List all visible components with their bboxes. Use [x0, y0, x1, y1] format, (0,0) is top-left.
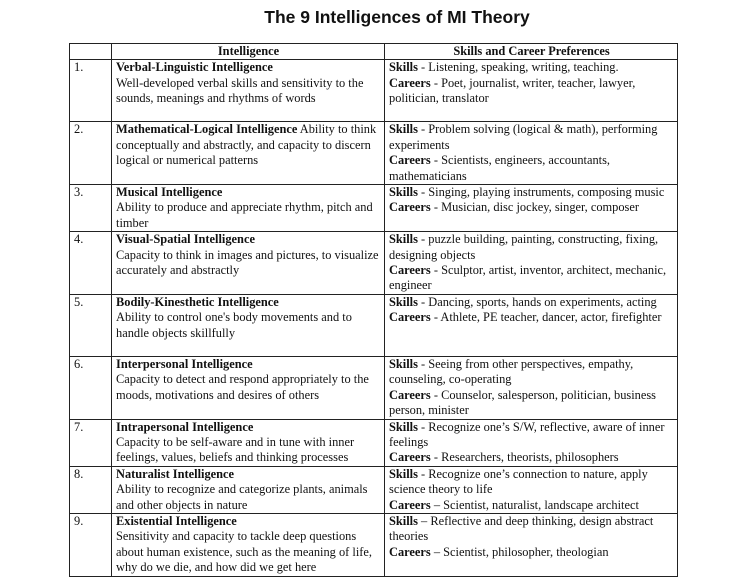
- skills-cell: [385, 294, 678, 356]
- careers-label: Careers: [389, 263, 431, 278]
- careers-text: - Athlete, PE teacher, dancer, actor, firefighter: [430, 310, 662, 325]
- skills-label: Skills: [389, 513, 418, 528]
- intelligence-name: Naturalist Intelligence: [116, 466, 235, 481]
- intelligence-description: Sensitivity and capacity to tackle deep questions about human existence, such as the meaning of life, why do we die, and how did we get here: [116, 529, 372, 575]
- skills-label: Skills: [389, 419, 418, 434]
- careers-label: Careers: [389, 200, 431, 215]
- table-row: [70, 513, 678, 576]
- row-number: 2.: [70, 122, 112, 185]
- table-row: [70, 232, 678, 295]
- intelligence-name: Interpersonal Intelligence: [116, 356, 253, 371]
- intelligence-name: Existential Intelligence: [116, 513, 237, 528]
- intelligence-description: Capacity to be self-aware and in tune with inner feelings, values, beliefs and thinking processes: [116, 434, 355, 465]
- skills-cell: [385, 185, 678, 232]
- skills-cell: [385, 60, 678, 122]
- careers-label: Careers: [389, 387, 431, 402]
- careers-label: Careers: [389, 153, 431, 168]
- intelligence-description: Well-developed verbal skills and sensitivity to the sounds, meanings and rhythms of words: [116, 75, 364, 106]
- table-row: [70, 60, 678, 122]
- row-number: 7.: [70, 419, 112, 466]
- skills-text: - Dancing, sports, hands on experiments, acting: [417, 294, 657, 309]
- table-row: [70, 294, 678, 356]
- intelligence-description: Ability to control one's body movements and to handle objects skillfully: [116, 310, 352, 340]
- careers-text: – Scientist, naturalist, landscape architect: [430, 497, 639, 512]
- skills-text: - Recognize one’s S/W, reflective, aware of inner feelings: [389, 419, 665, 449]
- careers-text: – Scientist, philosopher, theologian: [430, 544, 609, 559]
- intelligence-cell: [112, 185, 385, 232]
- skills-text: - Seeing from other perspectives, empathy, counseling, co-operating: [389, 356, 634, 387]
- skills-cell: [385, 232, 678, 295]
- skills-label: Skills: [389, 356, 418, 371]
- careers-label: Careers: [389, 450, 431, 465]
- careers-text: - Sculptor, artist, inventor, architect, mechanic, engineer: [389, 263, 667, 293]
- careers-label: Careers: [389, 544, 431, 559]
- skills-cell: [385, 419, 678, 466]
- intelligence-name: Musical Intelligence: [116, 185, 223, 200]
- intelligence-cell: [112, 356, 385, 419]
- intelligence-cell: [112, 466, 385, 513]
- intelligence-cell: [112, 122, 385, 185]
- intelligence-name: Bodily-Kinesthetic Intelligence: [116, 294, 279, 309]
- header-number: [70, 44, 112, 60]
- intelligence-description: Capacity to think in images and pictures, to visualize accurately and abstractly: [116, 247, 379, 278]
- skills-cell: [385, 513, 678, 576]
- skills-text: - Problem solving (logical & math), performing experiments: [389, 122, 658, 152]
- row-number: 6.: [70, 356, 112, 419]
- table-row: [70, 466, 678, 513]
- table-row: [70, 122, 678, 185]
- row-number: 9.: [70, 513, 112, 576]
- row-number: 5.: [70, 294, 112, 356]
- careers-label: Careers: [389, 310, 431, 325]
- row-number: 8.: [70, 466, 112, 513]
- row-number: 1.: [70, 60, 112, 122]
- skills-label: Skills: [389, 232, 418, 247]
- careers-text: - Researchers, theorists, philosophers: [430, 450, 619, 465]
- intelligence-name: Mathematical-Logical Intelligence: [116, 122, 298, 137]
- table-row: [70, 419, 678, 466]
- skills-cell: [385, 356, 678, 419]
- skills-cell: [385, 122, 678, 185]
- careers-label: Careers: [389, 497, 431, 512]
- intelligence-name: Verbal-Linguistic Intelligence: [116, 60, 273, 75]
- row-number: 4.: [70, 232, 112, 295]
- skills-label: Skills: [389, 122, 418, 137]
- careers-text: - Counselor, salesperson, politician, business person, minister: [389, 387, 657, 418]
- intelligence-description: Capacity to detect and respond appropriately to the moods, motivations and desires of others: [116, 372, 369, 402]
- careers-text: - Musician, disc jockey, singer, composer: [430, 200, 640, 215]
- skills-text: - Recognize one’s connection to nature, apply science theory to life: [389, 466, 648, 497]
- header-intelligence: Intelligence: [112, 44, 385, 60]
- skills-label: Skills: [389, 466, 418, 481]
- skills-text: – Reflective and deep thinking, design abstract theories: [389, 513, 654, 544]
- intelligence-cell: [112, 60, 385, 122]
- skills-label: Skills: [389, 60, 418, 75]
- skills-text: - Singing, playing instruments, composing music: [417, 185, 665, 200]
- skills-text: - Listening, speaking, writing, teaching.: [417, 60, 619, 75]
- skills-label: Skills: [389, 185, 418, 200]
- careers-text: - Scientists, engineers, accountants, mathematicians: [389, 153, 611, 183]
- careers-label: Careers: [389, 75, 431, 90]
- header-skills: Skills and Career Preferences: [385, 44, 678, 60]
- page-title: The 9 Intelligences of MI Theory: [264, 7, 530, 27]
- table-header-row: [70, 44, 678, 60]
- intelligences-table: [69, 43, 678, 577]
- intelligence-description: Ability to think conceptually and abstractly, and capacity to discern logical or numerical patterns: [116, 122, 377, 168]
- careers-text: - Poet, journalist, writer, teacher, lawyer, politician, translator: [389, 75, 636, 106]
- skills-label: Skills: [389, 294, 418, 309]
- intelligence-cell: [112, 294, 385, 356]
- intelligence-name: Visual-Spatial Intelligence: [116, 232, 255, 247]
- intelligence-name: Intrapersonal Intelligence: [116, 419, 254, 434]
- skills-cell: [385, 466, 678, 513]
- intelligence-description: Ability to recognize and categorize plants, animals and other objects in nature: [116, 482, 368, 512]
- intelligence-cell: [112, 419, 385, 466]
- skills-text: - puzzle building, painting, constructing, fixing, designing objects: [389, 232, 659, 262]
- intelligence-cell: [112, 513, 385, 576]
- intelligence-description: Ability to produce and appreciate rhythm, pitch and timber: [116, 200, 373, 230]
- table-row: [70, 356, 678, 419]
- table-row: [70, 185, 678, 232]
- row-number: 3.: [70, 185, 112, 232]
- intelligence-cell: [112, 232, 385, 295]
